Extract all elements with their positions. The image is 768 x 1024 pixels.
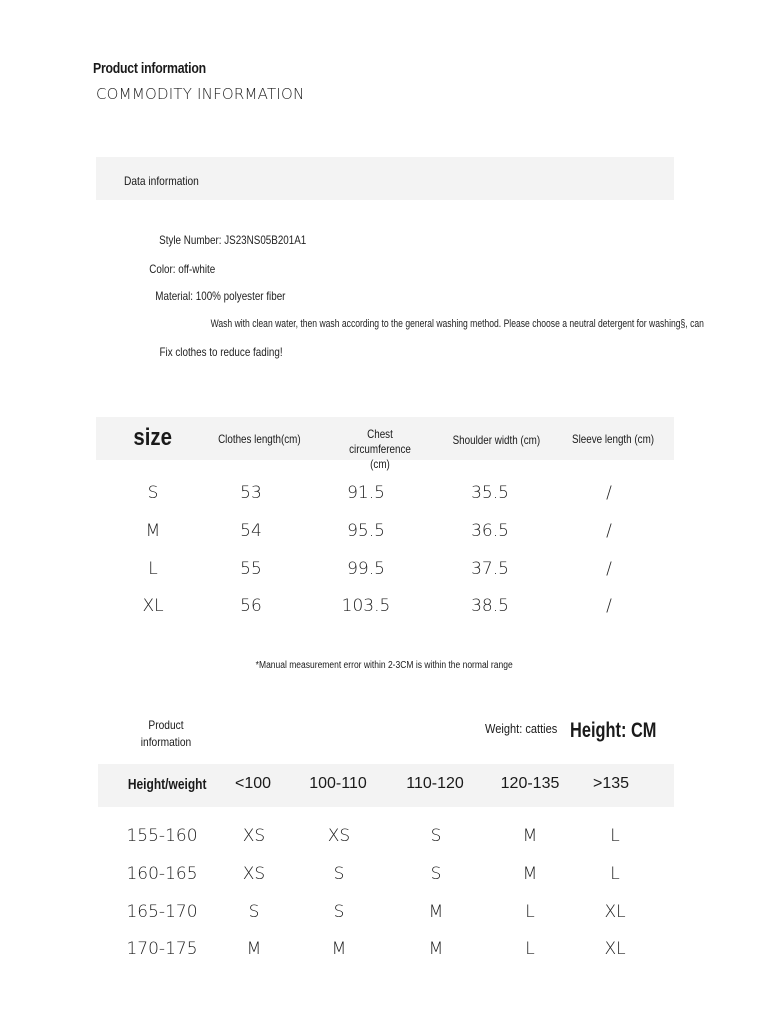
size-table-cell: /: [606, 483, 612, 503]
size-recommendation-cell: S: [430, 864, 442, 884]
size-recommendation-cell: M: [522, 864, 538, 884]
size-table-cell: 91.5: [347, 483, 385, 503]
size-recommendation-cell: L: [525, 902, 535, 922]
data-info-label: Data information: [124, 174, 199, 188]
weight-range-header: >135: [592, 775, 630, 792]
clothes-length-header: Clothes length(cm): [217, 432, 301, 446]
size-table-cell: L: [148, 559, 158, 579]
size-table-cell: XL: [142, 596, 164, 616]
size-table-cell: 38.5: [471, 596, 509, 616]
size-table-cell: M: [145, 521, 161, 541]
size-table-cell: /: [606, 596, 612, 616]
sleeve-header: Sleeve length (cm): [571, 432, 655, 446]
size-table-cell: S: [147, 483, 159, 503]
size-recommendation-cell: L: [610, 864, 620, 884]
size-recommendation-cell: XS: [327, 826, 351, 846]
size-table-cell: 54: [240, 521, 262, 541]
weight-unit-label: Weight: catties: [485, 721, 558, 736]
size-table-cell: /: [606, 521, 612, 541]
measurement-note: *Manual measurement error within 2-3CM is within the normal range: [255, 660, 513, 671]
size-recommendation-cell: XL: [604, 902, 626, 922]
weight-range-header: 110-120: [406, 775, 464, 792]
weight-range-header: 120-135: [500, 775, 560, 792]
size-recommendation-cell: M: [522, 826, 538, 846]
size-table-cell: 36.5: [471, 521, 509, 541]
size-table-cell: 95.5: [347, 521, 385, 541]
size-recommendation-cell: S: [333, 864, 345, 884]
size-table-cell: 103.5: [341, 596, 391, 616]
chest-header: Chest circumference (cm): [349, 427, 411, 471]
material-line: Material: 100% polyester fiber: [155, 289, 286, 303]
size-table-cell: 99.5: [347, 559, 385, 579]
color-line: Color: off-white: [149, 262, 216, 276]
size-recommendation-cell: M: [428, 939, 444, 959]
size-table-cell: 53: [240, 483, 262, 503]
page-subtitle: COMMODITY INFORMATION: [96, 85, 305, 103]
page-title: Product information: [93, 60, 206, 77]
size-table-cell: 56: [240, 596, 262, 616]
size-table-cell: 37.5: [471, 559, 509, 579]
size-recommendation-cell: L: [610, 826, 620, 846]
style-number: Style Number: JS23NS05B201A1: [159, 233, 307, 247]
wash-instructions: Wash with clean water, then wash according to the general washing method. Please choose a neutral detergent for washing§, can: [210, 318, 704, 330]
height-weight-header: Height/weight: [127, 776, 207, 793]
size-recommendation-cell: XS: [242, 864, 266, 884]
height-range-cell: 170-175: [126, 939, 198, 959]
height-range-cell: 155-160: [126, 826, 198, 846]
size-recommendation-cell: XL: [604, 939, 626, 959]
weight-range-header: <100: [234, 775, 272, 792]
size-recommendation-cell: M: [331, 939, 347, 959]
size-column-header: size: [133, 424, 173, 451]
size-table-cell: 35.5: [471, 483, 509, 503]
size-recommendation-cell: S: [248, 902, 260, 922]
product-info-label: Product information: [140, 718, 192, 749]
weight-range-header: 100-110: [309, 775, 367, 792]
height-range-cell: 160-165: [126, 864, 198, 884]
shoulder-header: Shoulder width (cm): [452, 433, 540, 447]
height-unit-label: Height: CM: [570, 719, 657, 742]
size-recommendation-cell: M: [428, 902, 444, 922]
fading-note: Fix clothes to reduce fading!: [159, 345, 283, 359]
size-recommendation-cell: L: [525, 939, 535, 959]
size-table-cell: /: [606, 559, 612, 579]
size-table-cell: 55: [240, 559, 262, 579]
size-recommendation-cell: S: [430, 826, 442, 846]
size-recommendation-cell: M: [246, 939, 262, 959]
size-recommendation-cell: XS: [242, 826, 266, 846]
height-range-cell: 165-170: [126, 902, 198, 922]
size-recommendation-cell: S: [333, 902, 345, 922]
